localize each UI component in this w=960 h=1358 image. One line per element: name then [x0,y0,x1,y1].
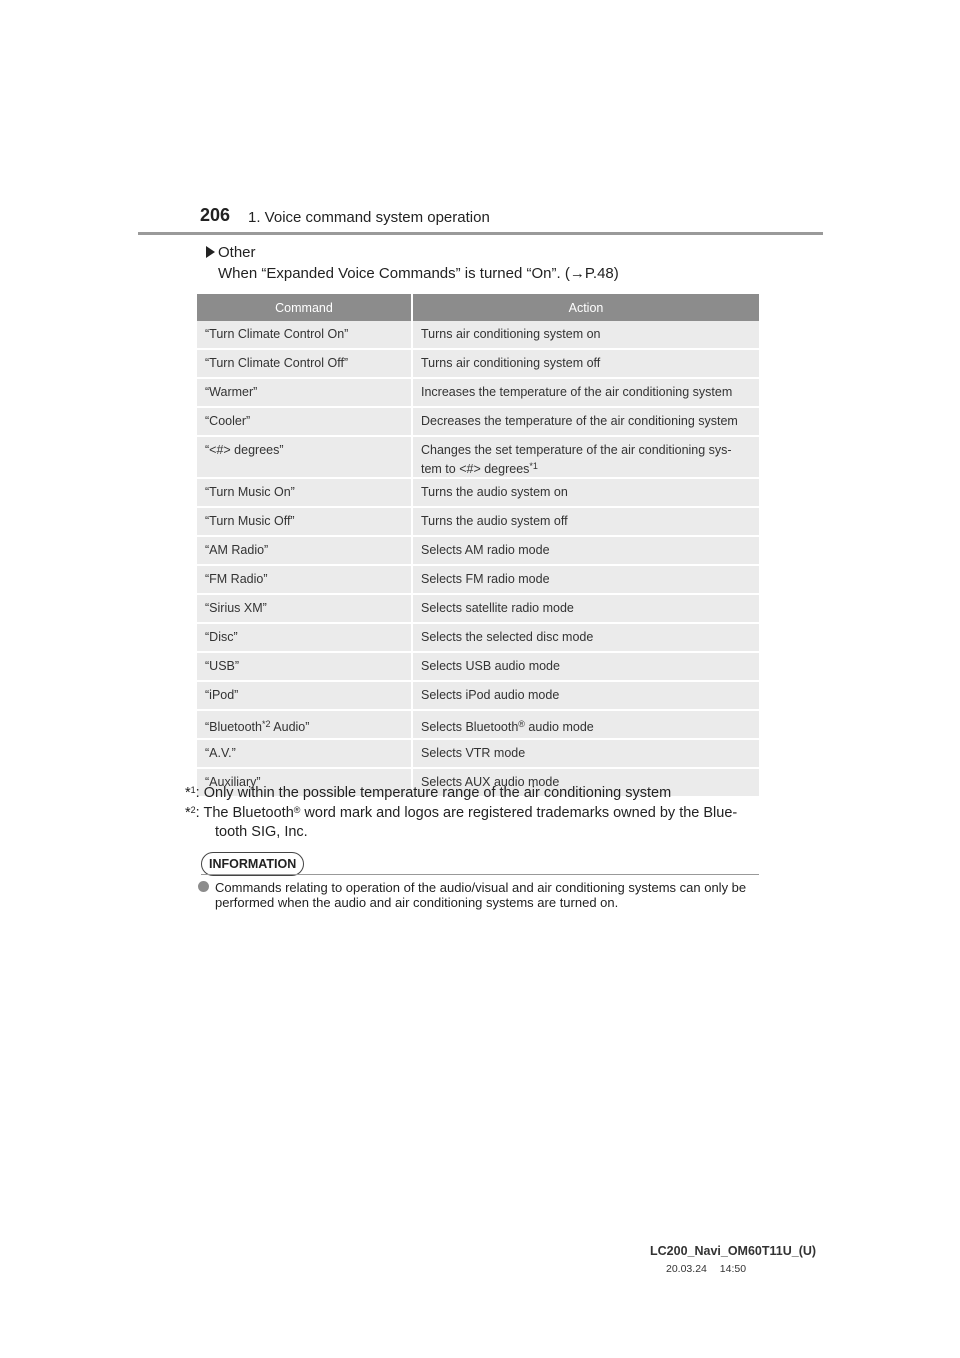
document-id: LC200_Navi_OM60T11U_(U) [650,1244,817,1258]
command-text: “Bluetooth [205,720,262,734]
registered-mark: ® [518,719,525,729]
action-cell: Decreases the temperature of the air conditioning system [412,407,759,436]
command-cell: “FM Radio” [197,565,412,594]
command-text: Audio” [270,720,310,734]
table-row [197,681,759,710]
footnote-ref: *1 [529,461,538,471]
table-row [197,349,759,378]
command-cell: “iPod” [197,681,412,710]
action-cell: Selects USB audio mode [412,652,759,681]
command-cell: “USB” [197,652,412,681]
action-cell: Turns the audio system off [412,507,759,536]
action-cell: Selects AUX audio mode [412,768,759,797]
command-cell: “Turn Climate Control On” [197,321,412,349]
command-cell: “Turn Climate Control Off” [197,349,412,378]
action-cell [412,436,759,478]
footer-timestamp [666,1263,746,1275]
footnote-text: : Only within the possible temperature range of the air conditioning system [195,785,672,801]
voice-command-table [197,294,759,798]
action-cell: Selects iPod audio mode [412,681,759,710]
footnote-text: : The Bluetooth [195,805,294,821]
command-cell: “Sirius XM” [197,594,412,623]
action-cell: Selects satellite radio mode [412,594,759,623]
table-row [197,321,759,349]
footer-date: 20.03.24 [666,1263,707,1275]
command-cell: “AM Radio” [197,536,412,565]
bullet-dot-icon [198,881,209,892]
action-cell: Turns air conditioning system on [412,321,759,349]
table-row [197,507,759,536]
table-row [197,565,759,594]
table-row [197,739,759,768]
table-row [197,378,759,407]
command-cell: “Cooler” [197,407,412,436]
column-header-command: Command [197,294,412,321]
footnote-2 [185,801,760,842]
command-cell: “Warmer” [197,378,412,407]
information-badge: INFORMATION [201,852,304,876]
footnote-continuation: tooth SIG, Inc. [215,824,308,840]
footnote-mark: * [185,785,191,801]
action-cell: Selects FM radio mode [412,565,759,594]
table-row [197,652,759,681]
footer-time: 14:50 [719,1263,747,1275]
command-cell [197,710,412,739]
command-cell: “A.V.” [197,739,412,768]
footnote-text: word mark and logos are registered trademarks owned by the Blue- [300,805,738,821]
footnote-mark: * [185,805,191,821]
command-cell: “Turn Music On” [197,478,412,507]
command-cell: “Disc” [197,623,412,652]
header-divider [138,232,823,235]
action-text: Selects Bluetooth [421,720,519,734]
action-cell: Turns the audio system on [412,478,759,507]
action-cell: Increases the temperature of the air conditioning system [412,378,759,407]
column-header-action: Action [412,294,759,321]
page-number: 206 [200,205,231,225]
triangle-bullet-icon [206,246,215,258]
table-row [197,594,759,623]
table-row [197,478,759,507]
subsection-heading [206,244,256,261]
table-header-row [197,294,759,321]
page-reference-link[interactable]: P.48) [584,265,619,282]
footnote-ref: *2 [261,719,271,729]
subsection-label: Other [218,244,256,261]
action-cell: Selects AM radio mode [412,536,759,565]
table-row [197,436,759,478]
information-item [198,880,758,910]
information-text: Commands relating to operation of the audio/visual and air conditioning systems can only be performed when the audio and air conditioning systems are turned on. [215,880,747,910]
table-row [197,710,759,739]
arrow-right-icon: → [569,265,585,282]
command-cell: “Auxiliary” [197,768,412,797]
command-cell: “Turn Music Off” [197,507,412,536]
action-cell: Turns air conditioning system off [412,349,759,378]
action-text: audio mode [524,720,594,734]
command-cell: “<#> degrees” [197,436,412,478]
information-divider [201,874,759,875]
table-row [197,536,759,565]
action-text: Changes the set temperature of the air conditioning sys- tem to <#> degrees [421,443,732,476]
action-cell [412,710,759,739]
footnote-number: 2 [190,805,196,815]
table-row [197,407,759,436]
table-row [197,623,759,652]
section-title: 1. Voice command system operation [248,209,490,226]
footnote-number: 1 [190,785,196,795]
subsection-intro [218,265,619,282]
action-cell: Selects VTR mode [412,739,759,768]
action-cell: Selects the selected disc mode [412,623,759,652]
footnote-1 [185,781,671,803]
registered-mark: ® [293,805,301,815]
intro-text: When “Expanded Voice Commands” is turned “On”. ( [218,265,570,282]
